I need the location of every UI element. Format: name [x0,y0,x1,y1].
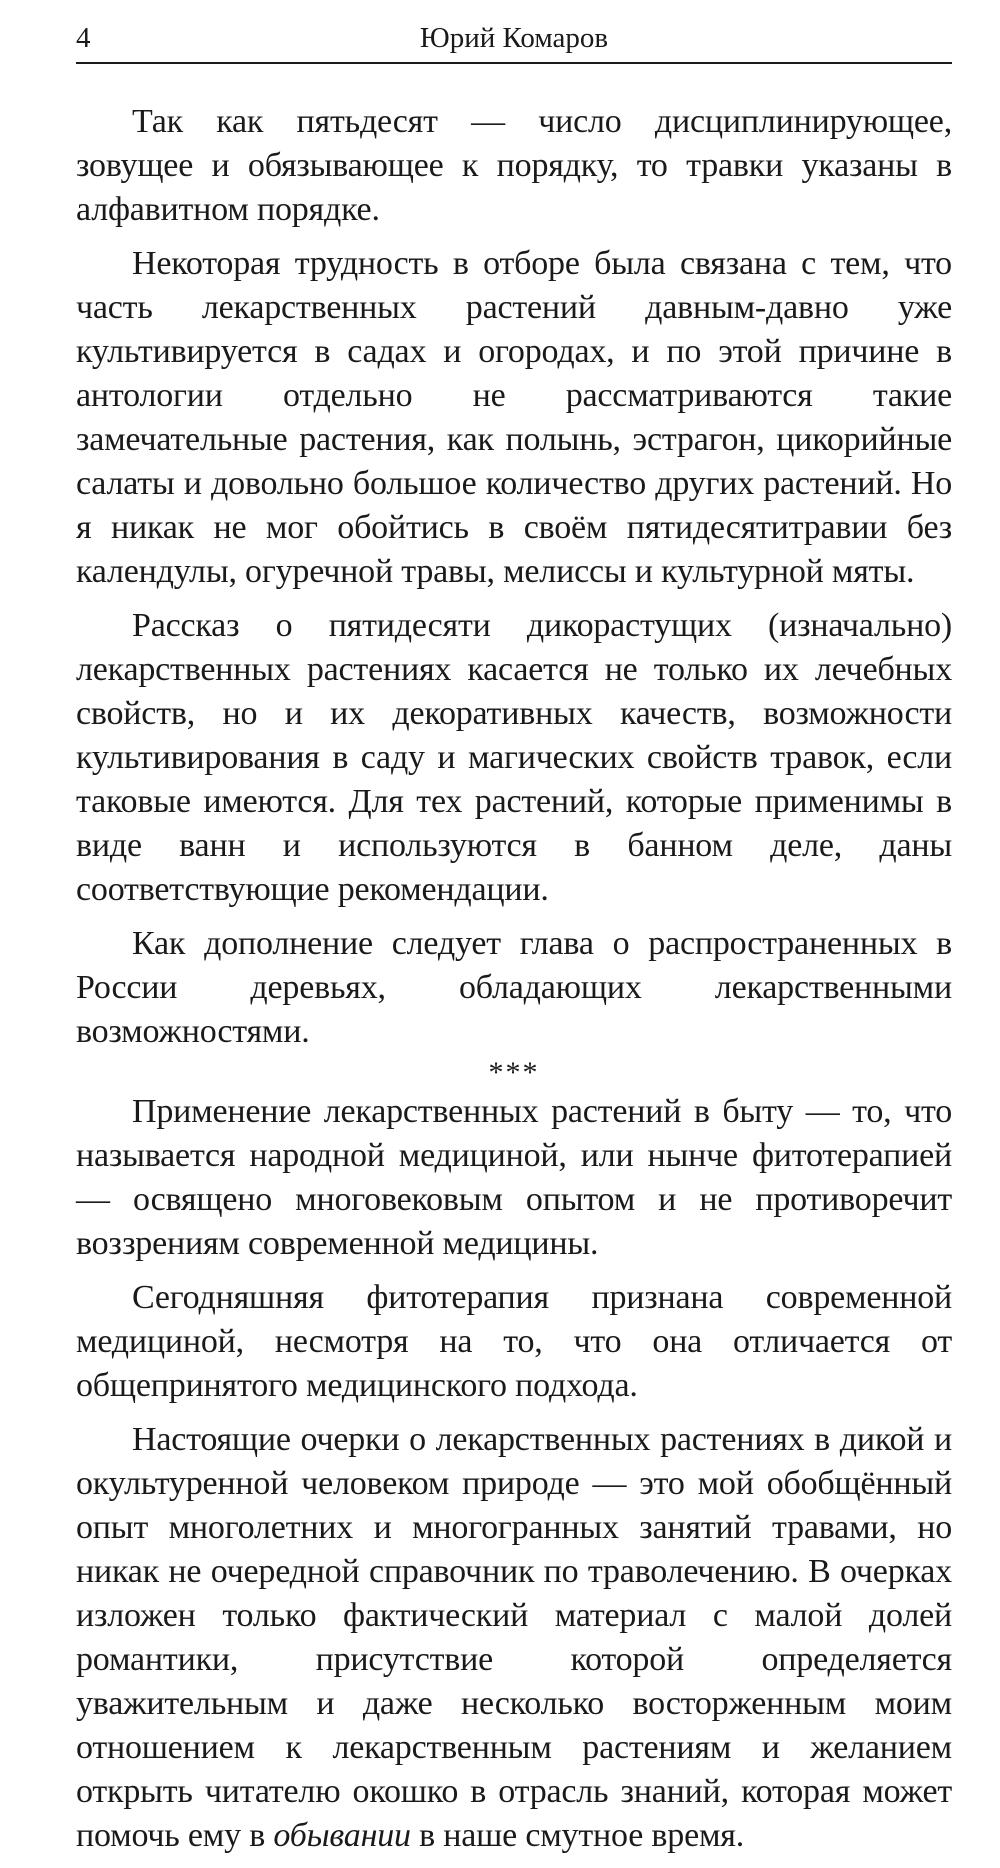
paragraph-7-text-start: Настоящие очерки о лекарственных растениях в дикой и окультуренной человеком природе — это мой обобщённый опыт многолетних и многогранных занятий травами, но никак не очередной справочник по траволечению. В очерках изложен только фактический материал с малой долей романтики, присутствие которой определяется уважительным и даже несколько восторженным моим отношением к лекарственным растениям и желанием открыть читателю окошко в отрасль знаний, которая может помочь ему в [76,1421,952,1854]
italic-word: обывании [273,1817,411,1854]
running-title: Юрий Комаров [419,22,609,54]
paragraph-5: Применение лекарственных растений в быту — то, что называется народной медициной, или нынче фитотерапией — освящено многовековым опытом и не противоречит воззрениям современной медицины. [76,1093,952,1262]
running-head [76,18,952,64]
page-body [76,100,952,1858]
paragraph-2: Некоторая трудность в отборе была связана с тем, что часть лекарственных растений давным-давно уже культивируется в садах и огородах, и по этой причине в антологии отдельно не рассматриваются такие замечательные растения, как полынь, эстрагон, цикорийные салаты и довольно большое количество других растений. Но я никак не мог обойтись в своём пятидесятитравии без календулы, огуречной травы, мелиссы и культурной мяты. [76,245,952,590]
paragraph-1: Так как пятьдесят — число дисциплинирующее, зовущее и обязывающее к порядку, то травки указаны в алфавитном порядке. [76,103,952,228]
section-separator: *** [488,1056,540,1089]
paragraph-3: Рассказ о пятидесяти дикорастущих (изначально) лекарственных растениях касается не только их лечебных свойств, но и их декоративных качеств, возможности культивирования в саду и магических свойств травок, если таковые имеются. Для тех растений, которые применимы в виде ванн и используются в банном деле, даны соответствующие рекомендации. [76,607,952,908]
paragraph-7 [76,1418,952,1858]
paragraph-4: Как дополнение следует глава о распространенных в России деревьях, обладающих лекарственными возможностями. [76,925,952,1050]
paragraph-6: Сегодняшняя фитотерапия признана современной медициной, несмотря на то, что она отличается от общепринятого медицинского подхода. [76,1279,952,1404]
page-number: 4 [76,22,91,54]
paragraph-7-text-end: в наше смутное время. [410,1817,745,1854]
book-page [76,18,952,1868]
